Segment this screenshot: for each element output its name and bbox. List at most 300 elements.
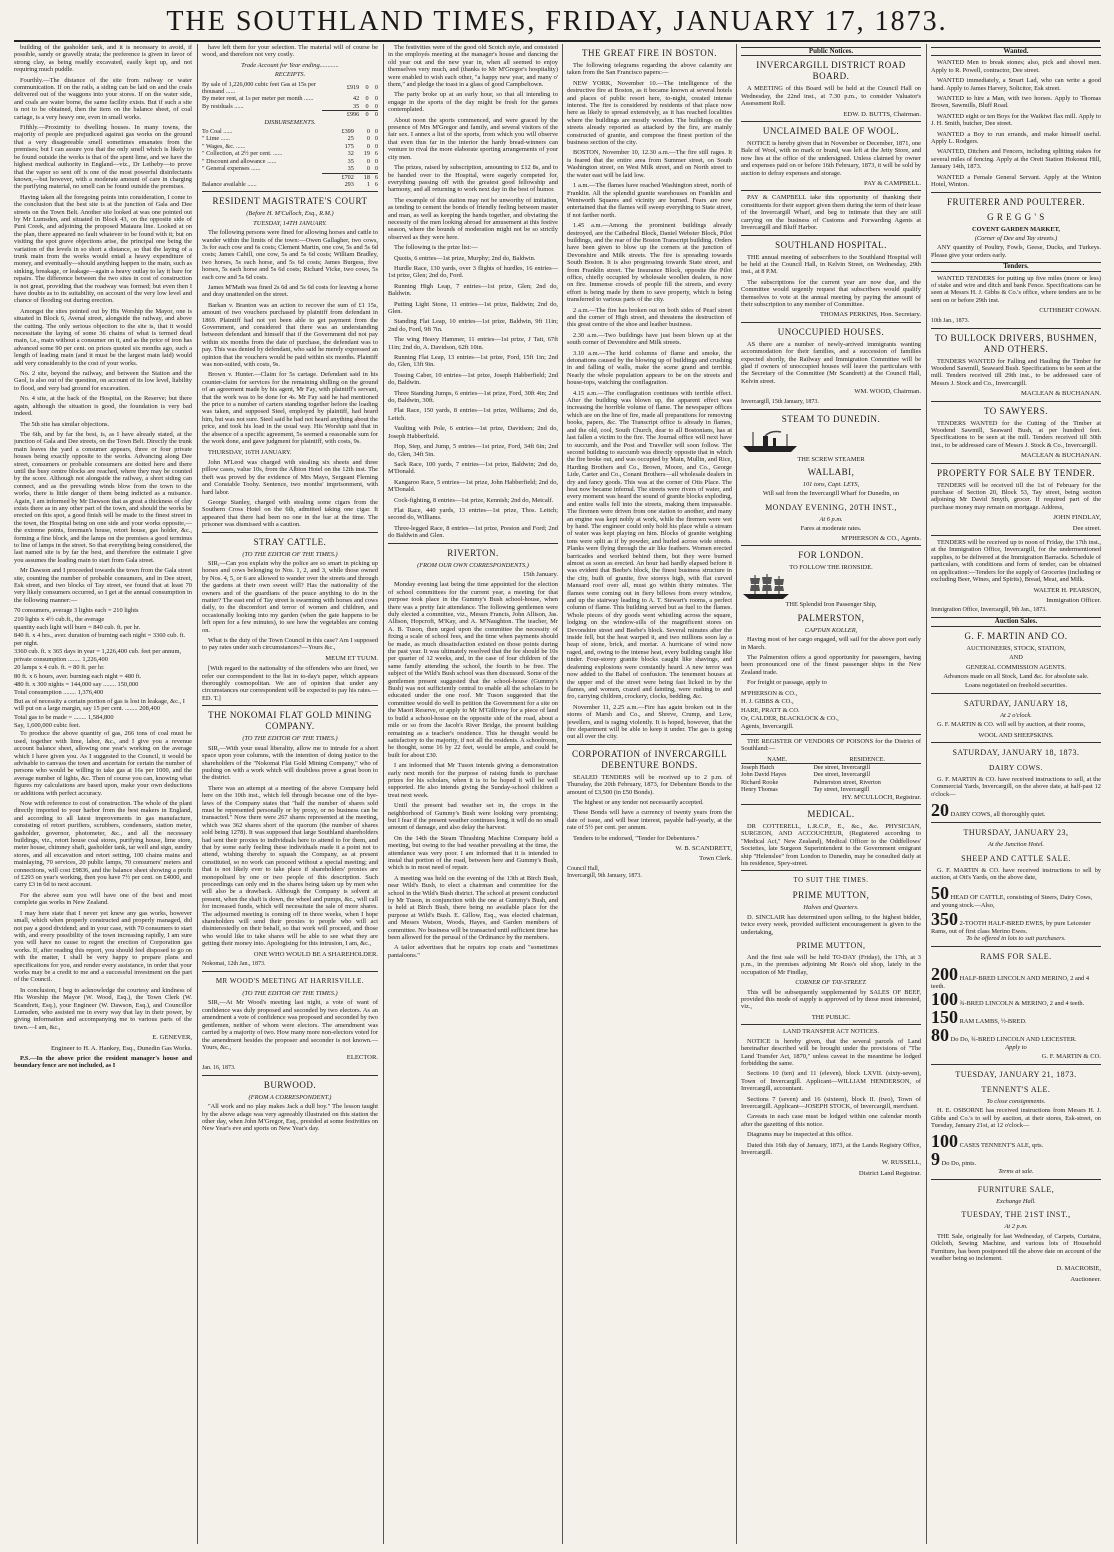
column-rule xyxy=(197,44,198,1544)
disbursement-row-cell: To Coal ...... xyxy=(202,128,233,136)
divider xyxy=(741,734,921,735)
disbursement-row xyxy=(202,143,378,150)
land-transfer-heading: LAND TRANSFER ACT NOTICES. xyxy=(783,1028,879,1036)
divider xyxy=(741,409,921,410)
tue21-heading: TUESDAY, JANUARY 21, 1873. xyxy=(955,1069,1077,1079)
calc-line: 210 lights x 4½ cub.ft., the average xyxy=(14,615,105,623)
cattle-line xyxy=(931,884,1101,909)
unoccupied-body: AS there are a number of newly-arrived immigrants wanting accommodation for their families, and a succession of families expected shortly, the Railway and Immigration Committee will be glad if owners of unoccupied houses will leave the particulars with the Secretary of the Committee (Mr Scandrett) at the Council Hall, Kelvin street. xyxy=(741,340,921,385)
disbursement-row-cell: 0 xyxy=(374,128,378,136)
paragraph: Sack Race, 100 yards, 7 entries—1st prize, Baldwin; 2nd do, M'Donald. xyxy=(388,460,558,476)
ram-line-text: Do Do, ¾-BRED LINCOLN AND LEICESTER. xyxy=(950,1036,1077,1044)
paragraph: Putting Light Stone, 11 entries—1st prize, Baldwin; 2nd do, Glen. xyxy=(388,300,558,315)
paragraph: These Bonds will have a currency of twenty years from the date of issue, and will bear interest, payable half-yearly, at the rate of 5½ per cent. per annum. xyxy=(567,809,732,832)
ram-line-text: ¾-BRED LINCOLN & MERINO, 2 and 4 teeth. xyxy=(959,1000,1085,1008)
total-pounds: £702 xyxy=(322,173,354,181)
paragraph: George Stanley, charged with stealing some cigars from the Southern Cross Hotel on the 6th, admitted taking one cigar. It appeared that there had been no one in the bar at the time. The prisoner was dismissed with a caution. xyxy=(202,498,378,529)
paragraph: Monday evening last being the time appointed for the election of school committees for the current year, a meeting for that purpose took place in the Gummy's Bush school-house, when there was a pretty fair attendance. The following gentlemen were duly elected a committee, viz., Messrs Francis, John Allison, Jas. Allison, Hopcroft, M'Kay, and A. M'Naughton. The teacher, Mr A. B. Tuson, then urged upon the committee the necessity of fixing a scale of school fees, and the time when payments should be made, as much dissatisfaction existed on those points during the past year. It was ultimately resolved that the fee should be 10s per quarter of 12 weeks, and, in the case of four children of the same family attending the school, the fourth to be free. The subject of the Wild's Bush school was then discussed. Some of the gentlemen present suggested that the school-house (Gummy's Bush) was not sufficiently central to enable all the scholars to be educated under the one roof. Mr Tuson suggested that the committee would do well to petition the Government for a site on the Maori Reserve, or apply to Mr M'Gillivray for a piece of land to build a school-house on the opposite side of the road, about a mile or so from the Jacob's River Bridge, the present building remaining as a teacher's residence. This he thought would be satisfactory to the majority, if not all the residents. A schoolroom, he thought, some 16 by 22 feet, would be ample, and could be built for about £30. xyxy=(388,581,558,759)
postscript: P.S.—In the above price the resident manager's house and boundary fence are not included, as I xyxy=(14,1055,192,1070)
dairy-count: 20 xyxy=(931,800,949,821)
disbursement-row xyxy=(202,165,378,172)
disbursement-row-cell: 6 xyxy=(374,150,378,158)
sawyers-heading: TO SAWYERS. xyxy=(983,405,1049,416)
paragraph: THURSDAY, 16TH JANUARY. xyxy=(208,448,292,456)
paragraph: There was an attempt at a meeting of the above Company held here on the 10th inst., which fell through because one of the bye-laws of the Company states that "half the number of shares sold must be represented personally or by proxy, or no business can be transacted." Now there were 267 shares represented at the meeting, which was 362 shares short of the quorum (the number of shares sold being 1278). It was supposed that large Southland shareholders had sent their proxies to individuals here to attend to for them, and that by some early feeling these individuals made it a point not to attend, wishing thereby to squash the Company, as at present constituted, so no work can proceed without a special meeting; and that is not likely ever to take place if shareholders' proxies are monopolised by one or two people of this description. Such proceedings can only end in the shares being taken up by men who will also be a drawback. Although the Company is solvent at present, when the shaft is down, the wheel and pumps, &c., will call for increased funds, which will necessitate the sale of more shares. The adjourned meeting is coming off in three weeks, when I hope shareholders will send their proxies to people who will act disinterestedly on their behalf, so that work will proceed, and those who would like to take shares will be able to see what they are getting their money into. Apologising for this intrusion, I am, &c., xyxy=(202,784,378,948)
wanted-ad: WANTED to hire a Man, with two horses. Apply to Thomas Brown, Sawmills, Bluff Road. xyxy=(931,95,1101,110)
public-notices-header: Public Notices. xyxy=(741,47,921,56)
wallabi-date: MONDAY EVENING, 20TH INST., xyxy=(765,502,897,512)
ewes-line xyxy=(931,910,1101,935)
divider xyxy=(741,870,921,871)
boston-fire-body xyxy=(567,62,732,741)
ram-line xyxy=(931,990,1101,1008)
column-3 xyxy=(388,44,558,1544)
paragraph: 2 a.m.—The fire has broken out on both sides of Pearl street and the corner of High street, and threatens the destruction of this great centre of the shoe and leather business. xyxy=(567,306,732,329)
palmerston-captain: CAPTAIN KOLLER, xyxy=(804,626,858,634)
paragraph: Mr Dawson and I proceeded towards the town from the Gala street site, counting the number of probable consumers, and in Dee street, Esk street, and two blocks of Tay street, we found that at least 70 very likely consumers occurred, so I get at the annual consumption in the following manner:— xyxy=(14,567,192,604)
disbursement-row-cell: 0 xyxy=(374,165,378,173)
masthead-rule xyxy=(14,40,1100,42)
paragraph: Caveats in each case must be lodged within one calendar month after the gazetting of this notice. xyxy=(741,1113,921,1128)
register-row-cell: Henry Thomas xyxy=(741,786,778,794)
wallabi-line1: THE SCREW STEAMER xyxy=(797,455,865,463)
ram-line-count: 150 xyxy=(931,1007,958,1028)
paragraph: A tailor advertises that he repairs top coats and "sometimes pantaloons." xyxy=(388,944,558,959)
balance-pounds: 293 xyxy=(344,180,354,188)
paragraph: Now with reference to cost of construction. The whole of the plant directly imported to your harbor from the best makers in England, and according to all latest improvements in gas manufacture, consisting of retort purifiers, scrubbers, condensers, station meter, gasholder, governor, photometer, &c., and all the necessary buildings, viz., retort house coal stores, purifying house, lime store, meter house, chimney shaft, gasholder tank, tar well and sign, sundry stores, and all excavation and retort setting, 100 chains mains and mainlaying, 70 services, 20 public lamps, 70 consumers' meters and connections, will cost £9836, and the balance sheet showing a profit of £293 on year's working, then you have 7½ per cent. on £4000, and carry £3 in 6d to next account. xyxy=(14,800,192,889)
column-5 xyxy=(741,44,921,1544)
nokomai-sub: (TO THE EDITOR OF THE TIMES.) xyxy=(242,735,338,743)
corporation-body xyxy=(567,774,732,842)
paragraph: Sections 10 (ten) and 11 (eleven), block LXVII. (sixty-seven), Town of Invercargill. Applicant—WILLIAM HENDERSON, of Invercargill, accountant. xyxy=(741,1070,921,1093)
divider xyxy=(202,532,378,533)
hospital-signature: THOMAS PERKINS, Hon. Secretary. xyxy=(819,311,921,319)
register-row xyxy=(741,763,921,771)
sales-of-beef-body: This will be subsequently supplemented by SALES OF BEEF, provided this mode of supply is approved of by those most interested, viz., xyxy=(741,988,921,1011)
receipts-total xyxy=(202,110,378,118)
rams-list xyxy=(931,965,1101,1044)
property-body: TENDERS will be received till the 1st of February for the purchase of Section 20, Block 53, Tay street, being section adjoining Mr David Smyth, grocer. If required part of the purchase money may remain on mortgage. Address, xyxy=(931,481,1101,511)
divider xyxy=(741,235,921,236)
column-rule xyxy=(736,44,737,1544)
wood-meeting-sub: (TO THE EDITOR OF THE TIMES.) xyxy=(242,990,338,998)
paragraph: 1 a.m.—The flames have reached Washington street, north of Franklin. All the splendid granite warehouses on Franklin and Wentworth Squares and vicinity are burned. Fears are now entertained that the flames will sweep everything to State street, if not farther north. xyxy=(567,182,732,219)
riverton-heading: RIVERTON. xyxy=(447,547,499,558)
corporation-signature: W. B. SCANDRETT, xyxy=(675,845,732,852)
rams-heading: RAMS FOR SALE. xyxy=(980,951,1052,961)
sawyers-body: TENDERS WANTED for the Cutting of the Timber at Woodend Sawmill, Seaward Bush, at per hundred feet. Specifications to be seen at the mill. Tenders received till 30th inst., to be addressed care of Messrs J. Stock & Co., Invercargill. xyxy=(931,419,1101,449)
calc-line: 3360 cub. ft. x 365 days in year = 1,226,400 cub. feet per annum, private consumption ........ 1,226,400 xyxy=(14,648,182,663)
ale-line-count: 9 xyxy=(931,1149,940,1170)
paragraph: Tenders to be endorsed, "Tender for Debentures." xyxy=(573,834,700,842)
steamer-illustration xyxy=(741,428,921,454)
agent-line: H. J. GIBBS & CO., xyxy=(741,698,794,706)
furniture-title: Auctioneer. xyxy=(1070,1275,1101,1283)
ale-line-text: CASES TENNENT'S ALE, qrts. xyxy=(959,1142,1044,1150)
wanted-ad: WANTED a Female General Servant. Apply at the Winton Hotel, Winton. xyxy=(931,173,1101,189)
sat18-time: At 2 o'clock. xyxy=(1000,711,1032,719)
divider xyxy=(931,401,1101,402)
wool-signature: PAY & CAMPBELL. xyxy=(864,180,921,188)
land-transfer-title: District Land Registrar. xyxy=(858,1169,921,1177)
ram-line-count: 200 xyxy=(931,963,958,984)
bullock-heading: TO BULLOCK DRIVERS, BUSHMEN, AND OTHERS. xyxy=(934,332,1098,354)
register-header xyxy=(741,756,921,764)
calc-line: 20 lamps x 4 cub. ft. = 80 ft. per hr. xyxy=(14,664,105,672)
divider xyxy=(202,191,378,192)
register-row-cell: Joseph Hatch xyxy=(741,763,775,771)
ram-line xyxy=(931,965,1101,990)
fence-tender-date: 10th Jan., 1873. xyxy=(931,317,970,324)
receipts-heading: RECEIPTS. xyxy=(274,71,306,79)
fence-tender-signature: CUTHBERT COWAN. xyxy=(1039,307,1101,315)
paragraph: Flat Race, 440 yards, 13 entries—1st prize, Thos. Leitch; second do, Williams. xyxy=(388,506,558,522)
receipt-row-cell: 0 xyxy=(374,84,378,92)
receipt-row-cell: 35 xyxy=(353,102,360,110)
receipt-row-cell: By residuals ...... xyxy=(202,102,244,110)
immigration-body: TENDERS will be received up to noon of Friday, the 17th inst., at the Immigration Office, Invercargill, for the undermentioned supplies, to be delivered at the Immigration Barracks. Schedule of particulars, with conditions and form of tender, can be obtained on application:—Tenders for the supply of Groceries (including or excluding Beer, Wines, and Spirits), Bread, Meat, and Milk. xyxy=(931,539,1101,584)
paragraph: For freight or passage, apply to xyxy=(747,679,827,687)
land-transfer-body xyxy=(741,1038,921,1157)
calc-line: Total consumption ........ 1,376,400 xyxy=(14,689,104,697)
calc-line: 480 ft. x 300 nights = 144,000 say ........ 150,000 xyxy=(14,680,139,688)
tennents-sub: To close consignments. xyxy=(986,1097,1046,1105)
gfm-loans: Loans negotiated on freehold securities. xyxy=(964,682,1068,690)
register-row-cell: John David Hayes xyxy=(741,771,787,779)
divider xyxy=(741,322,921,323)
receipt-row xyxy=(202,95,378,102)
furniture-time: At 2 p.m. xyxy=(1004,1223,1028,1231)
riverton-sub: (FROM OUR OWN CORRESPONDENTS.) xyxy=(417,561,529,569)
divider xyxy=(931,328,1101,329)
calc-line: quantity each light will burn = 840 cub. ft. per hr. xyxy=(14,624,141,632)
register-row xyxy=(741,771,921,778)
palmerston-line1: THE Splendid Iron Passenger Ship, xyxy=(785,601,877,609)
column-rule xyxy=(383,44,384,1544)
hospital-body xyxy=(741,254,921,309)
register-row-cell: Tay street, Invercargill xyxy=(813,786,870,794)
palmerston-name: PALMERSTON, xyxy=(797,612,865,623)
divider xyxy=(931,463,1101,464)
sat18-body: G. F. MARTIN & CO. will sell by auction, at their rooms, xyxy=(937,721,1086,729)
rm-court-sub: (Before H. M'Culloch, Esq., R.M.) xyxy=(246,210,334,218)
fence-tender-body: WANTED TENDERS for putting up five miles (more or less) of stake and wire and ditch and bank Fence. Specifications can be seen at Messrs H. J. Gibbs & Co.'s office, where tenders are to be sent on or before 29th inst. xyxy=(931,274,1101,304)
paragraph: James M'Math was fined 2s 6d and 5s 6d costs for leaving a horse and dray unattended on the street. xyxy=(202,283,378,299)
gfm-sub2: AND xyxy=(1009,654,1023,662)
disbursement-row-cell: 19 xyxy=(363,150,370,158)
calc-line: 840 ft. x 4 hrs., aver. duration of burning each night = 3360 cub. ft. per night. xyxy=(14,632,186,647)
immigration-title: Immigration Officer. xyxy=(1046,596,1101,604)
column-4 xyxy=(567,44,732,1544)
gfm-name: G. F. MARTIN AND CO. xyxy=(964,630,1068,641)
divider xyxy=(931,946,1101,947)
divider xyxy=(931,1064,1101,1065)
disbursement-row-cell: " Wages, &c. ...... xyxy=(202,142,246,150)
stray-cattle-sub: (TO THE EDITOR OF THE TIMES.) xyxy=(242,550,338,558)
wool-heading: UNCLAIMED BALE OF WOOL. xyxy=(762,126,900,137)
paragraph: SIR,—Can you explain why the police are so smart in picking up horses and cows belonging to Nos. 1, 2, and 3, while those owned by Nos. 4, 5, or 6 are allowed to wander over the streets and through the gardens at their own sweet will? Has the nationality of the owners and of the guardians of the peace anything to do in the matter? The east end of Tay street is swarming with horses and cows daily, to the discomfort and terror of women and children, and occasionally looking into my garden (when the gate happens to be left open for a few minutes), to see how the vegetables are coming on. xyxy=(202,559,378,634)
total-shillings: 18 xyxy=(354,173,370,181)
gfm-sub1: AUCTIONEERS, STOCK, STATION, xyxy=(966,644,1066,652)
receipt-row-cell: 0 xyxy=(365,102,369,110)
london-sub: TO FOLLOW THE IRONSIDE. xyxy=(789,564,873,572)
rams-apply: Apply to xyxy=(1005,1044,1027,1052)
wanted-header: Wanted. xyxy=(931,47,1101,56)
paragraph: The following persons were fined for allowing horses and cattle to wander within the limits of the town:—Owen Gallagher, two cows, 3s for each cow and 6s costs; Clement Martin, one cow, 5s and 5s 6d costs; James Cahill, one cow, 5s and 5s 6d costs; William Bradley, two horses, 5s each horse, and 5s 6d costs; James Burgess, five horses, 5s each horse and 5s 6d costs; Richard Vicke, two cows, 5s each cow and 5s 6d costs. xyxy=(202,229,378,281)
burwood-heading: BURWOOD. xyxy=(263,1079,317,1090)
disbursement-row-cell: " Lime ...... xyxy=(202,135,230,143)
paragraph: On the 14th the Steam Thrashing Machine Company held a meeting, but owing to the bad weather prevailing at the time, the attendance was very poor. I am informed that it is intended to instal that portion of the road, between here and Gummy's Bush, which is in most need of repair. xyxy=(388,834,558,872)
paragraph: About noon the sports commenced, and were graced by the presence of Mrs M'Gregor and family, and several visitors of the fair sex. I annex a list of the sports, from which you will observe that even thus far in the interior the hardy bread-winners can venture to rival the more elaborate sporting arrangements of your city men. xyxy=(388,116,558,161)
paragraph: Tossing Caber, 10 entries—1st prize, Joseph Habberfield; 2nd do, Baldwin. xyxy=(388,371,558,387)
disbursement-row-cell: 0 xyxy=(366,142,370,150)
disbursements-table xyxy=(202,128,378,172)
furniture-body: THE Sale, originally for last Wednesday, of Carpets, Curtains, Oilcloth, Sewing Machine, and various lots of Household Furniture, has been postponed till the above date on account of the weather being so inclement. xyxy=(931,1232,1101,1262)
agent-line: Agents, Invercargill. xyxy=(741,723,794,731)
divider xyxy=(741,1024,921,1025)
paragraph: The wing Heavy Hammer, 11 entries—1st prize, J Tait, 67ft 11in; 2nd do, A. Davidson, 62ft 10in. xyxy=(388,336,558,351)
wallabi-line3: Will sail from the Invercargill Wharf for Dunedin, on xyxy=(762,490,900,498)
paragraph: Three-legged Race, 8 entries—1st prize, Preston and Ford; 2nd do Baldwin and Glen. xyxy=(388,524,558,540)
sheep-heading: SHEEP AND CATTLE SALE. xyxy=(961,853,1071,863)
calc-line: But as of necessity a certain portion of gas is lost in leakage, &c., I will put on a large margin, say 15 per cent. ........ 208,400 xyxy=(14,697,185,713)
register-row-cell: Palmerston street, Riverton xyxy=(813,778,881,786)
furniture-date: TUESDAY, THE 21ST INST., xyxy=(961,1210,1071,1220)
paragraph: THE annual meeting of subscribers to the Southland Hospital will be held at the Council Hall, in Kelvin Street, on Wednesday, 29th inst., at 8 P.M. xyxy=(741,253,921,276)
riverton-body xyxy=(388,581,558,959)
prime-mutton-sub: Halves and Quarters. xyxy=(803,904,859,912)
ewes-count: 350 xyxy=(931,908,958,929)
signature-name: E. GENEVER, xyxy=(152,1034,192,1042)
paragraph: Running High Leap, 7 entries—1st prize, Glen; 2nd do, Baldwin. xyxy=(388,282,558,298)
gasworks-report-part1 xyxy=(14,44,192,604)
immigration-signature: WALTER H. PEARSON, xyxy=(1033,586,1101,594)
paragraph: The highest or any tender not necessarily accepted. xyxy=(573,798,704,806)
column-2 xyxy=(202,44,378,1544)
receipt-row-cell: 0 xyxy=(365,84,369,92)
receipt-row-cell: By sale of 1,226,000 cubic feet Gas at 15s per thousand ...... xyxy=(202,80,316,96)
furniture-place: Exchange Hall. xyxy=(996,1197,1036,1205)
paragraph: The example of this station may not be unworthy of imitation, as tending to cement the bonds of friendly feeling between master and man, as well as keeping the hands together, and obviating the necessity of the men looking abroad for amusement at this festive season, where the bounds of moderation might not be so strictly observed as they were here. xyxy=(388,196,558,241)
medical-body: DR COTTERELL, L.R.C.P., E., &c., &c. PHYSICIAN, SURGEON, AND ACCOUCHEUR, (Registered according to "Medical Act," New Zealand), Medical Officer to the Oddfellows' Societies, late Surgeon Superintendent to the Government emigrant ship "Helenslee" from London to Dunedin, may be consulted daily at his residence, Spey-street. xyxy=(741,822,921,867)
divider xyxy=(741,121,921,122)
wood-meeting-body: SIR,—At Mr Wood's meeting last night, a vote of want of confidence was duly proposed and seconded by two electors. As an amendment a vote of confidence was proposed and seconded by two gentlemen, neither of whom were electors. The amendment was carried by a majority of two. How many more non-electors voted for the amendment besides the proposer and seconder is not known.—Yours, &c., xyxy=(202,999,378,1051)
paragraph: The party broke up at an early hour, so that all intending to engage in the sports of the day might be fresh for the games contemplated. xyxy=(388,91,558,114)
calc-line: 80 ft. x 6 hours, aver. burning each night = 480 ft. xyxy=(14,672,142,680)
ale-line-count: 100 xyxy=(931,1131,958,1152)
corporation-title: Town Clerk. xyxy=(699,855,732,863)
bullock-body: TENDERS WANTED for Falling and Hauling the Timber for Woodend Sawmill, Seaward Bush. Specifications to be seen at the mill. Tenders received till 29th inst., to be addressed care of Messrs J. Stock and Co., Invercargill. xyxy=(931,357,1101,387)
divider xyxy=(931,693,1101,694)
divider xyxy=(741,545,921,546)
paragraph: The 6th, and by far the best, is, as I have already stated, at the junction of Gala and Dee streets, on the Town Belt. Directly the trunk main leaves the yard a consumer appears, three or four private houses being exactly opposite to the works. Advancing along Dee street, consumers or probable consumers are dotted here and there until the busy centre blocks are reached, where they may be counted by the score. Although not alongside the railway, a short siding can connect, and as the prevailing winds blow from the town to the works, there is little danger of them being indicted as a nuisance. Again, I am informed by Mr Dawson that as great a thickness of clay exists there as in any other part of the town, and should the works be erected on this spot, a good finish will be made to the finest street in the town, the Hospital being on one side and your works opposite,—the extreme points, foreman's house, retort house, gas holder, &c., forming a fine block, and the lamps on the premises a good terminus to line of lamps in the street. So that everything being considered, the last named site is by far the best, and therefore the estimate I give you assumes the leading main to start from Gala street. xyxy=(14,430,192,564)
road-board-heading: INVERCARGILL DISTRICT ROAD BOARD. xyxy=(756,60,906,82)
paragraph: Cock-fighting, 8 entries—1st prize, Kennish; 2nd do, Metcalf. xyxy=(394,496,554,504)
agent-line: HARE, PRATT & CO. xyxy=(741,706,800,714)
palmerston-body xyxy=(741,636,921,686)
paragraph: Fourthly.—The distance of the site from railway or water communication. If on the rails, a siding can be laid on and the coals delivered out of the waggons into your stores. If on the water side, and coals are water borne, the same facility exists. But if such a site is not to be obtained, then the item on the balance sheet, of coal cartage, is a very heavy one, even in small works. xyxy=(14,76,192,121)
dairy-item: DAIRY COWS, all thoroughly quiet. xyxy=(950,811,1046,819)
paragraph: 4.15 a.m.—The conflagration continues with terrible effect. After the building was blown up, the apparent effect was increasing the horrible volume of flame. The newspaper offices which are on the line of fire, made all preparations for removing books, papers, &c. The Transcript office is already in flames, and the old, cool, South Church, dear to all Bostonians, has at last fallen a victim to the fire. The Journal office will next have to succumb, and the Post and Traveller will soon follow. The second building to succumb was directly opposite that in which the fire broke out, and was occupied by Main, Mullin, and Rice, Harding Brothers and Co., Brown, Moore, and Co., George Lide, Carter and Co., Conant Brothers—all wholesale dealers in dry and fancy goods. This was at the corner of Otis Place. The heat now became infernal. The streets were rivers of water, and every moment was heard the sound of granite blocks exploding, and entire walls fell into the streets, making them impassable. The firemen were driven from one station to another, and many an engine was kept nobly at work, while the firemen were wet by hand. The engineer could only hold his place while a stream of water was kept playing on him. Blocks of granite weighing tons were split as if by powder, and hurled across wide streets. Planks were flying through the air like feathers. Women erected barricades and worked behind them, but they were burned almost as soon as erected. An hour had hardly elapsed before it was evident that Beebe's block, the finest business structure in the city, built of granite, five storeys high, with flat curved Mansard roof over all, must go within thirty minutes. The flames were coming out in fiery billows from every window, and up the stairway leading to A. T. Stewart's rooms, a perfect column of flame. This building served but as fuel to the flames. Whole pieces of dry goods went whistling across the square, lodging on the window-sills of the magnificent stores on Devonshire street and Beebe's block. Several minutes after the inside fell, but the heat warped it, and two millions soon lay a heap of stone, brick, and mortar. A hurricane of wind now raged, and, owing to the intense heat, every building caught like tinder. Four-storey granite blocks caught like shavings, and deafening explosions were constantly heard. A new terror was now added to the Babel of confusion. The tenement houses at the upper end of the street were being fast licked in by the flames, and women, crazed and fainting, were rushing to and fro, carrying children, crockery, clocks, bedding, &c. xyxy=(567,389,732,701)
prime-mutton-2-address: CORNER OF TAY-STREET. xyxy=(795,979,867,987)
divider xyxy=(931,535,1101,536)
divider xyxy=(741,804,921,805)
masthead: THE SOUTHLAND TIMES, FRIDAY, JANUARY 17, 1873. xyxy=(166,6,948,37)
dairy-line xyxy=(931,801,1101,819)
receipt-row xyxy=(202,103,378,110)
stray-cattle-signature: MEUM ET TUUM. xyxy=(325,654,378,662)
poison-register-table xyxy=(741,756,921,794)
unoccupied-date: Invercargill, 15th January, 1873. xyxy=(741,398,819,405)
divider xyxy=(931,1179,1101,1180)
ale-line xyxy=(931,1150,1101,1168)
gasworks-report-part2 xyxy=(14,730,192,1031)
disbursement-row-cell: 0 xyxy=(374,157,378,165)
divider xyxy=(931,742,1101,743)
boston-fire-heading: THE GREAT FIRE IN BOSTON. xyxy=(582,48,717,58)
sat18b-heading: SATURDAY, JANUARY 18, 1873. xyxy=(952,747,1080,757)
road-board-body: A MEETING of this Board will be held at the Council Hall on Wednesday, the 22nd inst., at 7.30 p.m., to consider Valuator's Assessment Roll. xyxy=(741,85,921,108)
paragraph: No. 4 site, at the back of the Hospital, on the Reserve; but there again, although the situation is good, the foundation is very bad indeed. xyxy=(14,395,192,418)
nokomai-body xyxy=(202,745,378,948)
divider xyxy=(741,190,921,191)
medical-heading: MEDICAL. xyxy=(807,808,855,819)
divider xyxy=(202,971,378,972)
paragraph: Flat Race, 150 yards, 8 entries—1st prize, Williams; 2nd do, Leitch. xyxy=(388,407,558,422)
rm-court-heading: RESIDENT MAGISTRATE'S COURT xyxy=(212,196,368,207)
corporation-heading: CORPORATION of INVERCARGILL DEBENTURE BONDS. xyxy=(572,748,727,770)
balance-label: Balance available ...... xyxy=(202,180,257,188)
column-6 xyxy=(931,44,1101,1544)
paragraph: Until the present bad weather set in, the crops in the neighborhood of Gummy's Bush were looking very promising; but I fear if the present weather continues long, it will do no small amount of damage, and also delay the harvest. xyxy=(388,802,558,832)
disbursement-row-cell: 35 xyxy=(347,165,354,173)
rams-signature: G. F. MARTIN & CO. xyxy=(1041,1053,1101,1061)
paragraph: BOSTON, November 10, 12.30 a.m.—The fire still rages. It is feared that the entire area from Summer street, on South Washington street, on West Milk street, and on North street to the water east will be laid low. xyxy=(567,149,732,179)
dairy-body: G. F. MARTIN & CO. have received instructions to sell, at the Commercial Yards, Invercargill, on the above date, at half-past 12 o'clock— xyxy=(931,775,1101,798)
total-pence: 6 xyxy=(370,173,378,181)
register-header-cell: RESIDENCE. xyxy=(813,756,921,764)
paragraph: The 5th site has similar objections. xyxy=(20,420,110,428)
land-transfer-signature: W. RUSSELL, xyxy=(881,1159,921,1167)
nokomai-date: Nokomai, 12th Jan., 1873. xyxy=(202,961,266,968)
nokomai-heading: THE NOKOMAI FLAT GOLD MINING COMPANY. xyxy=(208,710,372,732)
total-pounds: £996 xyxy=(322,111,360,119)
thu23-place: At the Junction Hotel. xyxy=(987,841,1045,849)
intro-text: have left them for your selection. The material will of course be wood, and therefore not very costly. xyxy=(202,44,378,59)
prime-mutton-heading: PRIME MUTTON, xyxy=(792,890,870,901)
sailing-ship-icon xyxy=(741,573,791,601)
prime-mutton-2-body: And the first sale will be held TO-DAY (Friday), the 17th, at 3 p.m., in the premises adjoining Mr Ross's old shop, lately in the occupation of Mr Findlay, xyxy=(741,954,921,976)
corporation-address: Council Hall, xyxy=(567,865,600,872)
receipt-row-cell: 0 xyxy=(365,95,369,103)
divider xyxy=(202,1075,378,1076)
balance-shillings: 1 xyxy=(366,180,370,188)
ram-line-text: RAM LAMBS, ½-BRED. xyxy=(959,1018,1027,1026)
divider xyxy=(388,543,558,544)
agent-line: Or, CALDER, BLACKLOCK & CO., xyxy=(741,714,839,722)
disbursement-row xyxy=(202,135,378,142)
account-title: Trade Account for Year ending............ xyxy=(241,61,339,69)
disbursement-row-cell: 0 xyxy=(366,128,370,136)
paragraph: Hop, Step, and Jump, 5 entries—1st prize, Ford, 34ft 6in; 2nd do, Glen, 34ft 5in. xyxy=(388,443,558,458)
ram-line-count: 80 xyxy=(931,1025,949,1046)
ewes-item: 2-TOOTH HALF-BRED EWES, by pure Leicester Rams, out of first class Merino Ewes. xyxy=(931,919,1091,935)
furniture-signature: D. MACROBIE, xyxy=(1056,1265,1101,1273)
register-row-cell: Richard Rooke xyxy=(741,778,779,786)
paragraph: Sections 7 (seven) and 16 (sixteen), block II. (two), Town of Invercargill. Applicant—JOSEPH STOCK, of Invercargill, merchant. xyxy=(741,1095,921,1110)
paragraph: Quoits, 6 entries—1st prize, Murphy; 2nd do, Baldwin. xyxy=(394,254,536,262)
divider xyxy=(202,705,378,706)
ram-line xyxy=(931,1008,1101,1026)
wanted-ad: WANTED immediately, a Smart Lad, who can write a good hand. Apply to James Harvey, Solicitor, Esk street. xyxy=(931,77,1101,92)
paragraph: Standing Flat Leap, 10 entries—1st prize, Baldwin, 9ft 11in; 2nd do, Ford, 9ft 7in. xyxy=(388,318,558,333)
disbursement-row-cell: 32 xyxy=(347,150,354,158)
disbursement-row-cell: £399 xyxy=(341,128,354,136)
disbursement-row-cell: 0 xyxy=(374,135,378,143)
ale-line-text: Do Do, pints. xyxy=(941,1160,977,1168)
editor-note: [With regard to the nationality of the offenders who are fined, we refer our correspondent to the list in to-day's paper, which appears thoroughly cosmopolitan. We are of opinion that under any circumstances our correspondent will be expected to pay his rates.—ED. T.] xyxy=(202,665,378,702)
paragraph: What is the duty of the Town Council in this case? Am I supposed to pay rates under such circumstances?—Yours &c., xyxy=(202,637,378,652)
paragraph: Running Flat Leap, 13 entries—1st prize, Ford, 15ft 1in; 2nd do, Glen, 13ft 9in. xyxy=(388,354,558,369)
wool-body: NOTICE is hereby given that in November or December, 1871, one Bale of Wool, with no mark or brand, was left at the Jetty Store, and now lies at the office of the undersigned. Unless claimed by owner and expenses paid on or before 16th February, 1873, it will be sold by auction to defray expenses and storage. xyxy=(741,140,921,177)
register-header-cell: NAME. xyxy=(741,756,813,764)
ram-line-count: 100 xyxy=(931,989,958,1010)
calc-line: 70 consumers, average 3 lights each = 210 lights xyxy=(14,607,139,615)
calc-line: Total gas to be made = ........ 1,584,800 xyxy=(14,713,114,721)
wanted-list xyxy=(931,59,1101,188)
ram-line xyxy=(931,1026,1101,1044)
tennents-heading: TENNENT'S ALE. xyxy=(981,1084,1051,1094)
paragraph: Having most of her cargo engaged, will sail for the above port early in March. xyxy=(741,636,921,651)
london-heading: FOR LONDON. xyxy=(798,550,864,561)
wallabi-line2: 101 tons, Capt. LEYS, xyxy=(802,481,860,488)
property-signature: JOHN FINDLAY, xyxy=(1053,514,1101,522)
auction-sales-header: Auction Sales. xyxy=(931,617,1101,626)
sat18-item: WOOL AND SHEEPSKINS. xyxy=(978,731,1054,739)
receipt-row xyxy=(202,81,378,96)
gfm-advances: Advances made on all Stock, Land &c. for absolute sale. xyxy=(943,672,1089,680)
paragraph: building of the gasholder tank, and it is necessary to avoid, if possible, sandy or gravelly strata; the preference is given in favor of strong clay, as being readily excavated, easily kept up, and not requiring much puddle. xyxy=(14,44,192,74)
palmerston-agents xyxy=(741,690,921,731)
tennents-list xyxy=(931,1132,1101,1168)
paragraph: Three Standing Jumps, 6 entries—1st prize, Ford, 30ft 4in; 2nd do, Baldwin, 30ft. xyxy=(388,389,558,405)
poison-register-heading: THE REGISTER OF VENDORS OF POISONS for the District of Southland:— xyxy=(741,737,921,753)
disbursement-row-cell: 0 xyxy=(366,165,370,173)
riverton-date: 15th January. xyxy=(522,570,558,578)
wanted-ad: WANTED eight or ten Boys for the Waikiwi flax mill. Apply to J. H. Smith, butcher, Dee street. xyxy=(931,112,1101,128)
thu23-heading: THURSDAY, JANUARY 23, xyxy=(963,828,1069,838)
receipt-row-cell: £919 xyxy=(346,84,360,92)
paragraph: NEW YORK, November 10.—The intelligence of the destructive fire at Boston, as it became known at several hotels and places of public resort here, to-night, created intense interest. The fire is considered by residents of that place now here as likely to spread extensively, as it has reached localities where the buildings are mostly wooden. The buildings on the streets already reported as attacked by the fire, are mainly constructed of granite, and compose the finest portion of the business section of the city. xyxy=(567,79,732,147)
corporation-date: Invercargill, 9th January, 1873. xyxy=(567,872,642,879)
column-rule xyxy=(926,44,927,1544)
paragraph: The Palmerston offers a good opportunity for passengers, having been pronounced one of the finest passenger ships in the New Zealand trade. xyxy=(741,654,921,676)
agent-line: M'PHERSON & CO., xyxy=(741,689,798,697)
paragraph: In conclusion, I beg to acknowledge the courtesy and kindness of His Worship the Mayor (W. Wood, Esq.), the Town Clerk (W. Scandrett, Esq.), your Engineer (W. Dawson, Esq.), and Councillor Lumsden, who assisted me in every way that lay in their power, by giving information and accompanying me to various parts of the town.—I am, &c., xyxy=(14,986,192,1031)
stray-cattle-heading: STRAY CATTLE. xyxy=(253,536,327,547)
paragraph: November 11, 2.25 a.m.—Fire has again broken out in the stores of Marsh and Co., and Shreve, Crump, and Low, jewellers, and is raging violently. It is hoped, however, that the fire department will be able to keep it under. The gas is going out all over the city. xyxy=(567,703,732,741)
total-pence: 0 xyxy=(369,111,378,119)
cattle-item: HEAD OF CATTLE, consisting of Steers, Dairy Cows, and young stock.—Also, xyxy=(931,894,1093,910)
steam-heading: STEAM TO DUNEDIN. xyxy=(781,413,881,424)
total-shillings: 0 xyxy=(359,111,368,119)
divider xyxy=(931,822,1101,823)
paragraph: SEALED TENDERS will be received up to 2 p.m. of Thursday, the 20th February, 1873, for Debenture Bonds to the amount of £3,500 (in £50 Bonds). xyxy=(567,773,732,796)
immigration-date: Immigration Office, Invercargill, 9th Jan., 1873. xyxy=(931,607,1047,614)
wanted-ad: WANTED a Boy to run errands, and make himself useful. Apply L. Rodgers. xyxy=(931,130,1101,146)
disbursement-row-cell: 25 xyxy=(347,135,354,143)
paragraph: To produce the above quantity of gas, 266 tons of coal must be used, together with lime, labor, &c., and I give you a revenue account balance sheet, allowing one year's working on the average which I have given you. As I suggested to the Council, it would be advisable to canvass the town and ascertain for certain the number of persons who would be willing to take gas at 16s per 1000, and the average number of lights, &c. Then of course you can, knowing what figures my calculations are based upon, make your own deductions or additions with perfect accuracy. xyxy=(14,730,192,797)
